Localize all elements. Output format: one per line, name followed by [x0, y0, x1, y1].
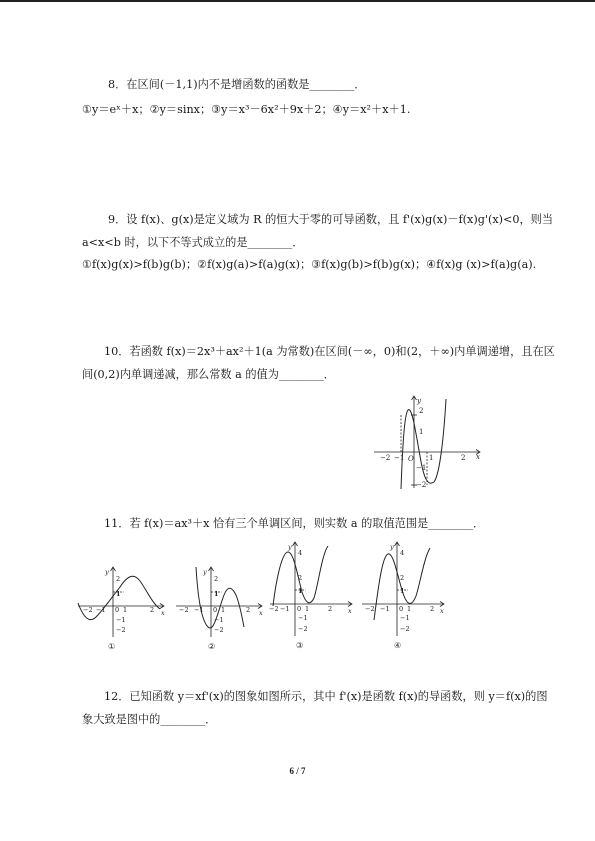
q10-curve: [401, 399, 446, 489]
g2-xtick-2: 2: [246, 606, 251, 614]
q10-ytick-m2: −2: [416, 481, 427, 489]
q11-graph-2: [174, 561, 266, 651]
g3-ytick-m2: −2: [298, 625, 308, 633]
g1-axis-y-label: y: [105, 568, 109, 576]
g3-xtick-m2: −2: [269, 605, 279, 613]
g4-ytick-m2: −2: [400, 625, 410, 633]
q9-line1: 9．设 f(x)、g(x)是定义域为 R 的恒大于零的可导函数，且 f'(x)g(x)－f(x)g'(x)<0，则当: [108, 213, 554, 226]
q11-line1: 11．若 f(x)＝ax³＋x 恰有三个单调区间，则实数 a 的取值范围是________．: [104, 517, 485, 530]
q10-ytick-m1: −1: [416, 464, 427, 472]
g3-axis-y-label: y: [288, 543, 292, 551]
q10-graph: [372, 394, 484, 490]
g2-figure-label: ②: [208, 642, 216, 651]
g4-ytick-m1: −1: [400, 614, 410, 622]
g2-xtick-0: 0: [213, 606, 218, 614]
g3-ytick-2: 2: [298, 574, 303, 582]
q8-line1: 8．在区间(－1,1)内不是增函数的函数是________．: [108, 78, 366, 91]
q8-line2: ①y＝eˣ＋x；②y＝sinx；③y＝x³－6x²＋9x＋2；④y＝x²＋x＋1.: [82, 103, 411, 116]
q10-xtick-m1: −1: [394, 454, 405, 462]
q10-line2: 间(0,2)内单调递减，那么常数 a 的值为________．: [82, 368, 335, 381]
q9-line3: ①f(x)g(x)>f(b)g(b)；②f(x)g(a)>f(a)g(x)；③f(x)g(b)>f(b)g(x)；④f(x)g (x)>f(a)g(a).: [82, 258, 537, 271]
q11-graph-3: [268, 540, 356, 652]
g3-ytick-m1: −1: [298, 614, 308, 622]
g1-axis-x-label: x: [161, 609, 165, 617]
g4-xtick-0: 0: [399, 605, 404, 613]
g2-ytick-1: 1: [214, 590, 219, 598]
q9-line2: a<x<b 时，以下不等式成立的是________．: [82, 236, 304, 249]
g3-axis-x-label: x: [348, 607, 352, 615]
q12-line2: 象大致是图中的________．: [82, 713, 217, 726]
q10-axis-y-label: y: [417, 397, 421, 405]
g2-ytick-m1: −1: [214, 616, 224, 624]
q10-xtick-2: 2: [461, 454, 466, 462]
q10-axis-x-label: x: [476, 453, 480, 461]
g3-xtick-m1: −1: [280, 605, 290, 613]
g4-xtick-m1: −1: [380, 605, 390, 613]
g1-ytick-1: 1: [116, 590, 121, 598]
g1-figure-label: ①: [108, 642, 116, 651]
q10-line1: 10．若函数 f(x)＝2x³＋ax²＋1(a 为常数)在区间(－∞，0)和(2，＋∞)内单调递增，且在区: [104, 345, 555, 358]
g1-xtick-1: 1: [123, 606, 128, 614]
g4-ytick-1: 1: [400, 587, 405, 595]
g1-ytick-m1: −1: [116, 616, 126, 624]
g2-xtick-m1: −1: [194, 606, 204, 614]
q12-line1: 12．已知函数 y＝xf'(x)的图象如图所示，其中 f'(x)是函数 f(x)的导函数，则 y＝f(x)的图: [104, 690, 548, 703]
g4-figure-label: ④: [394, 641, 402, 650]
q10-xtick-1: 1: [429, 454, 434, 462]
g2-axis-x-label: x: [259, 609, 263, 617]
page-number: 6 / 7: [289, 766, 306, 776]
g1-xtick-m1: −1: [96, 606, 106, 614]
g4-xtick-2: 2: [430, 605, 435, 613]
g1-ytick-m2: −2: [116, 626, 126, 634]
q11-graph-4: [360, 540, 448, 652]
g4-xtick-m2: −2: [365, 605, 375, 613]
g2-xtick-m2: −2: [179, 606, 189, 614]
q10-ytick-2: 2: [419, 407, 424, 415]
q10-origin-label: O: [408, 455, 414, 463]
g4-xtick-1: 1: [407, 605, 412, 613]
g1-ytick-2: 2: [116, 575, 121, 583]
q11-graph-1: [76, 561, 168, 651]
g2-axis-y-label: y: [203, 568, 207, 576]
g4-ytick-4: 4: [400, 549, 405, 557]
g1-xtick-0: 0: [115, 606, 120, 614]
g3-xtick-2: 2: [328, 605, 333, 613]
g2-xtick-1: 1: [221, 606, 226, 614]
g1-xtick-2: 2: [150, 606, 155, 614]
q10-ytick-1: 1: [419, 428, 424, 436]
g4-axis-x-label: x: [440, 607, 444, 615]
g3-figure-label: ③: [296, 641, 304, 650]
g3-ytick-1: 1: [298, 587, 303, 595]
q10-xtick-m2: −2: [380, 454, 391, 462]
g3-ytick-4: 4: [298, 549, 303, 557]
g1-xtick-m2: −2: [83, 606, 93, 614]
g3-xtick-1: 1: [305, 605, 310, 613]
g2-ytick-m2: −2: [214, 626, 224, 634]
g4-axis-y-label: y: [390, 543, 394, 551]
g3-xtick-0: 0: [297, 605, 302, 613]
g2-ytick-2: 2: [214, 575, 219, 583]
top-rule: [0, 0, 595, 2]
g4-ytick-2: 2: [400, 574, 405, 582]
